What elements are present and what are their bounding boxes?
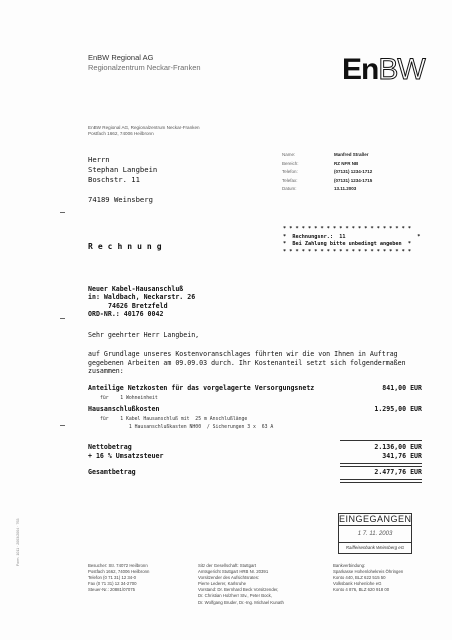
contact-value: RZ NFR NB (334, 160, 359, 166)
footer-line: Amtsgericht Stuttgart HRB Nr. 20391 (198, 569, 269, 575)
contact-value: (07131) 1234-1712 (334, 169, 373, 174)
fold-mark (60, 212, 65, 213)
footer-line: Steuer-Nr.: 20881/07075 (88, 587, 136, 593)
letter-salutation: Sehr geehrter Herr Langbein, (88, 331, 200, 339)
line-item-amount: 841,00 EUR (382, 384, 422, 392)
contact-label: Telefon: (282, 169, 298, 174)
vat-row (88, 452, 422, 461)
stamp-header: EINGEGANGEN (339, 514, 412, 524)
recipient-city: 74189 Weinsberg (88, 195, 153, 204)
document-title: Rechnung (88, 242, 167, 251)
line-item-network-costs (88, 384, 422, 403)
contact-row (282, 160, 372, 169)
received-stamp (338, 513, 412, 554)
contact-row (282, 168, 372, 177)
vat-label: + 16 % Umsatzsteuer (88, 452, 164, 460)
footer-line: Vorstand: Dr. Bernhard Beck Vorsitzender, (198, 587, 279, 593)
gross-double-rule (340, 479, 422, 483)
footer-line: Bankverbindung: (333, 563, 366, 568)
footer-line: Vorsitzender des Aufsichtsrates: (198, 575, 260, 581)
recipient-name: Stephan Langbein (88, 165, 158, 174)
footer-address (88, 563, 149, 593)
line-item-amount: 1.295,00 EUR (374, 405, 422, 413)
footer-line: Telefon (0 71 31) 12 34-0 (88, 575, 137, 581)
sender-line-2: Postfach 1662, 74006 Heilbronn (88, 131, 154, 136)
line-item-detail: für 1 Wohneinheit (100, 396, 158, 401)
punch-mark (60, 425, 65, 426)
footer-line: Konto 440, BLZ 622 515 50 (333, 575, 386, 581)
footer-line: Sparkasse Hohenlohekreis Öhringen (333, 569, 404, 575)
contact-value: (07131) 1234-1715 (334, 177, 373, 183)
subject-line-3: 74626 Bretzfeld (108, 301, 168, 310)
subject-order-number: ORD-NR.: 40176 0042 (88, 309, 164, 318)
subject-line-2: in: Waldbach, Neckarstr. 26 (88, 293, 196, 302)
total-double-rule (340, 463, 422, 467)
footer-legal (198, 563, 284, 606)
recipient-salutation: Herrn (88, 155, 110, 164)
line-item-title: Anteilige Netzkosten für das vorgelagerte Versorgungsnetz (88, 384, 315, 392)
contact-label: Telefax: (282, 177, 298, 183)
recipient-address (88, 155, 157, 205)
gross-value: 2.477,76 EUR (374, 468, 422, 476)
sender-line-1: EnBW Regional AG, Regionalzentrum Neckar-Franken (88, 125, 200, 130)
footer-line: Dr. Wolfgang Bruder, Dr.-Ing. Michael Kunath (198, 599, 284, 605)
contact-info (282, 151, 372, 194)
contact-row (282, 177, 372, 186)
subject-line-1: Neuer Kabel-Hausanschluß (88, 285, 184, 293)
line-item-title: Hausanschlußkosten (88, 405, 160, 413)
stamp-bank: Raiffeisenbank Weinsberg eG (339, 542, 411, 553)
footer-bank (333, 563, 403, 593)
contact-value: Manfred Straßer (334, 152, 369, 157)
net-label: Nettobetrag (88, 443, 132, 451)
contact-value: 13.11.2003 (334, 186, 357, 191)
footer-line: Besucher: Str. 74072 Heilbronn (88, 563, 148, 568)
enbw-logo (342, 55, 425, 85)
stamp-date: 1 7. 11. 2003 (357, 531, 393, 537)
fold-mark (60, 318, 65, 319)
line-item-detail: für 1 Kabel Hausanschluß mit 25 m Anschlußlänge 1 Hausanschlußkasten NH00 / Sicherungen 3 x 63 A (100, 417, 274, 430)
company-division: Regionalzentrum Neckar-Franken (88, 63, 201, 72)
line-item-connection-costs (88, 405, 422, 432)
subtotal-rule (340, 438, 422, 441)
subject-block (88, 285, 195, 318)
sender-return-line (88, 125, 200, 137)
footer-line: Pierre Lederer, Karlsruhe (198, 581, 247, 587)
footer-line: Fax (0 71 31) 12 34-2700 (88, 581, 137, 587)
invoice-number-box: * * * * * * * * * * * * * * * * * * * * * * Rechnungsnr.: 11 * * Bei Zahlung bitte unbedingt angeben * * * * * * * * * * * * * * * * * * * * * * (283, 226, 421, 256)
contact-row (282, 185, 372, 194)
footer-line: Konto 4 876, BLZ 620 918 00 (333, 587, 390, 593)
contact-label: Datum: (282, 186, 297, 191)
vat-value: 341,76 EUR (382, 452, 422, 460)
letter-body: auf Grundlage unseres Kostenvoranschlages führten wir die von Ihnen in Auftrag gegebenen Arbeiten am 09.09.03 durch. Ihr Kostenanteil setzt sich folgendermaßen zusammen: (88, 350, 406, 376)
footer-line: Sitz der Gesellschaft: Stuttgart (198, 563, 257, 568)
gross-row (88, 468, 422, 477)
contact-label: Bereich: (282, 160, 299, 166)
recipient-street: Boschstr. 11 (88, 175, 140, 184)
net-row (88, 443, 422, 452)
company-name: EnBW Regional AG (88, 53, 154, 62)
totals-block (88, 438, 422, 483)
logo-main-text: En (342, 53, 379, 86)
footer-line: Postfach 1662, 74006 Heilbronn (88, 569, 150, 575)
contact-row (282, 151, 372, 160)
net-value: 2.136,00 EUR (374, 443, 422, 451)
company-header (88, 53, 201, 73)
logo-outline-text: BW (378, 53, 425, 86)
footer-line: Dr. Christian Holzherr Stv., Peter Bock, (198, 593, 272, 599)
contact-label: Name: (282, 152, 296, 157)
gross-label: Gesamtbetrag (88, 468, 136, 476)
form-code-vertical: Form. 1011 · 2003/2004 · 763 (16, 518, 20, 566)
footer-line: Volksbank Hohenlohe eG (333, 581, 382, 587)
